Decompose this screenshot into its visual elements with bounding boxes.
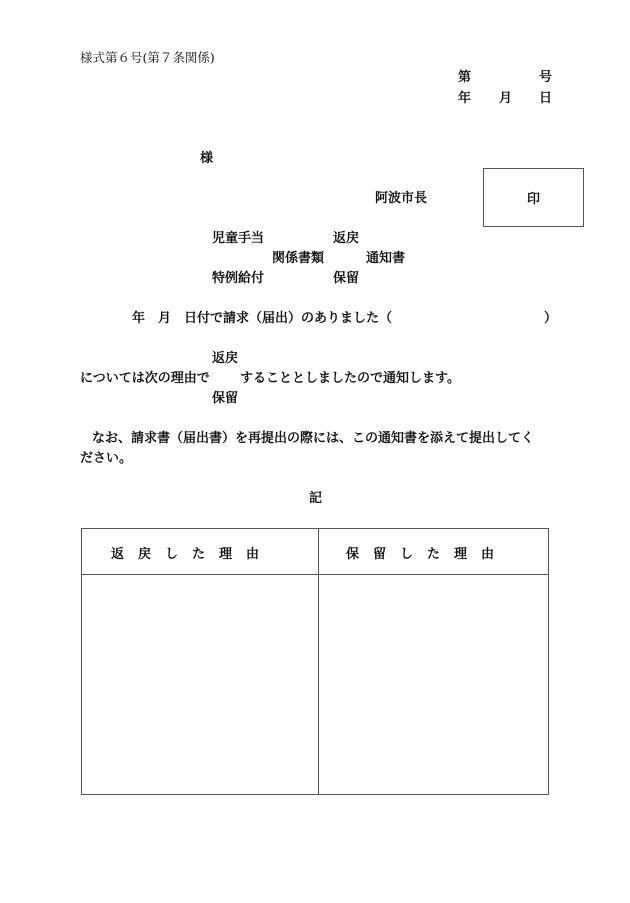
subject-related-documents: 関係書類 <box>272 251 325 266</box>
option-return: 返戻 <box>212 351 239 366</box>
ki-heading: 記 <box>309 491 323 506</box>
notice-line-part2: することとしましたので通知します。 <box>240 371 460 386</box>
subject-child-allowance: 児童手当 <box>212 231 265 246</box>
seal-box <box>483 168 584 227</box>
form-id: 様式第６号(第７条関係) <box>80 50 215 65</box>
option-hold: 保留 <box>212 391 239 406</box>
reason-table <box>81 528 549 795</box>
sender-name: 阿波市長 <box>375 191 428 206</box>
return-reason-header: 返戻した理由 <box>111 547 274 562</box>
doc-number-go: 号 <box>539 70 553 85</box>
recipient-suffix: 様 <box>200 151 214 166</box>
return-reason-cell <box>82 575 318 794</box>
date-day: 日 <box>539 91 553 106</box>
seal-label: 印 <box>526 192 540 207</box>
subject-notice: 通知書 <box>366 251 406 266</box>
request-line: 年 月 日付で請求（届出）のありました（ <box>132 311 393 326</box>
hold-reason-cell <box>319 575 548 794</box>
date-year: 年 <box>458 91 472 106</box>
doc-number-dai: 第 <box>458 70 472 85</box>
notice-line-part1: については次の理由で <box>80 371 210 386</box>
date-month: 月 <box>499 91 513 106</box>
subject-special-benefit: 特例給付 <box>212 271 265 286</box>
resubmit-note-line2: ださい。 <box>80 451 133 466</box>
subject-hold: 保留 <box>333 271 360 286</box>
resubmit-note-line1: なお、請求書（届出書）を再提出の際には、この通知書を添えて提出してく <box>92 431 535 446</box>
subject-return: 返戻 <box>333 231 360 246</box>
request-close-paren: ） <box>544 311 558 326</box>
hold-reason-header: 保留した理由 <box>346 547 509 562</box>
